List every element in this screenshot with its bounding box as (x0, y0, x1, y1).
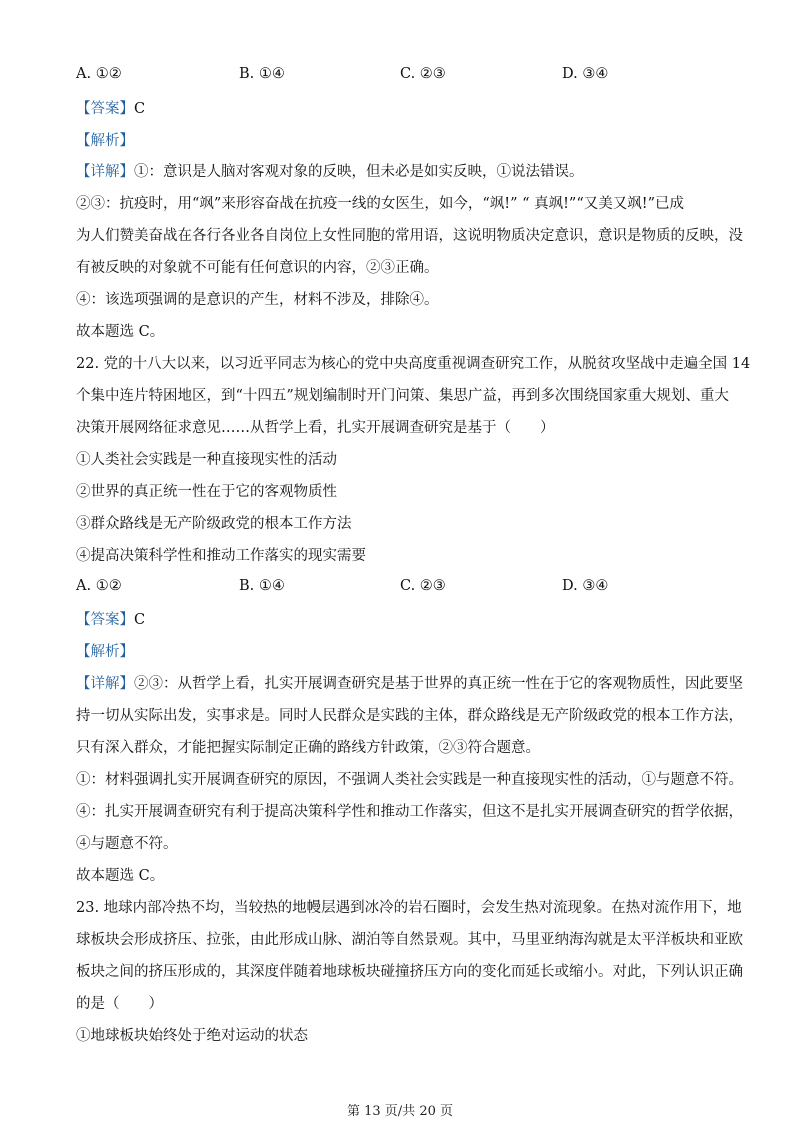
q21-detail-line: ②③：抗疫时，用“飒”来形容奋战在抗疫一线的女医生，如今，“飒!” “ 真飒!”“又美又飒!”已成 (76, 196, 684, 212)
q22-stem-line: 22. 党的十八大以来，以习近平同志为核心的党中央高度重视调查研究工作，从脱贫攻坚战中走遍全国 14 (76, 356, 751, 372)
q22-statement: ①人类社会实践是一种直接现实性的活动 (76, 452, 337, 468)
q22-option-d: D. ③④ (562, 578, 609, 594)
q21-detail-line: 【详解】①：意识是人脑对客观对象的反映，但未必是如实反映，①说法错误。 (76, 164, 584, 180)
q23-stem-line: 23. 地球内部冷热不均，当较热的地幔层遇到冰冷的岩石圈时，会发生热对流现象。在热对流作用下，地 (76, 900, 742, 916)
q22-detail-line: ④：扎实开展调查研究有利于提高决策科学性和推动工作落实，但这不是扎实开展调查研究的哲学依据， (76, 804, 743, 820)
q21-option-a: A. ①② (76, 66, 122, 82)
answer-label: 【答案】 (76, 101, 134, 117)
detail-label: 【详解】 (76, 676, 134, 692)
q22-analysis-label: 【解析】 (76, 644, 134, 660)
q22-conclusion: 故本题选 C。 (76, 868, 165, 884)
q21-option-c: C. ②③ (400, 66, 446, 82)
q21-answer (76, 99, 736, 119)
q22-option-b: B. ①④ (239, 578, 285, 594)
q23-statement: ①地球板块始终处于绝对运动的状态 (76, 1028, 308, 1044)
q21-options (76, 66, 736, 86)
q22-detail-line: ④与题意不符。 (76, 836, 178, 852)
answer-value: C (134, 612, 146, 628)
q22-statement: ④提高决策科学性和推动工作落实的现实需要 (76, 548, 366, 564)
q22-detail-line: 【详解】②③：从哲学上看，扎实开展调查研究是基于世界的真正统一性在于它的客观物质性，因此要坚 (76, 676, 743, 692)
q21-option-d: D. ③④ (562, 66, 609, 82)
page-footer: 第 13 页/共 20 页 (347, 1104, 453, 1119)
q22-options (76, 578, 736, 598)
q23-stem-line: 球板块会形成挤压、拉张，由此形成山脉、湖泊等自然景观。其中，马里亚纳海沟就是太平洋板块和亚欧 (76, 932, 743, 948)
q22-stem-line: 决策开展网络征求意见……从哲学上看，扎实开展调查研究是基于（ ） (76, 420, 555, 436)
detail-label: 【详解】 (76, 164, 134, 180)
q22-statement: ②世界的真正统一性在于它的客观物质性 (76, 484, 337, 500)
q23-stem-line: 板块之间的挤压形成的，其深度伴随着地球板块碰撞挤压方向的变化而延长或缩小。对此，下列认识正确 (76, 964, 743, 980)
q22-statement: ③群众路线是无产阶级政党的根本工作方法 (76, 516, 352, 532)
q22-answer (76, 610, 736, 630)
q22-option-c: C. ②③ (400, 578, 446, 594)
q22-detail-line: 只有深入群众，才能把握实际制定正确的路线方针政策，②③符合题意。 (76, 740, 540, 756)
q21-detail-line: 为人们赞美奋战在各行各业各自岗位上女性同胞的常用语，这说明物质决定意识，意识是物质的反映，没 (76, 228, 743, 244)
q22-option-a: A. ①② (76, 578, 122, 594)
q21-conclusion: 故本题选 C。 (76, 324, 165, 340)
q22-detail-line: 持一切从实际出发，实事求是。同时人民群众是实践的主体，群众路线是无产阶级政党的根本工作方法， (76, 708, 743, 724)
q21-analysis-label: 【解析】 (76, 133, 134, 149)
q21-detail-line: ④：该选项强调的是意识的产生，材料不涉及，排除④。 (76, 292, 439, 308)
q21-detail-line: 有被反映的对象就不可能有任何意识的内容，②③正确。 (76, 260, 439, 276)
answer-value: C (134, 101, 146, 117)
q23-stem-line: 的是（ ） (76, 996, 163, 1012)
q22-stem-line: 个集中连片特困地区，到“十四五”规划编制时开门问策、集思广益，再到多次围绕国家重大规划、重大 (76, 388, 729, 404)
answer-label: 【答案】 (76, 612, 134, 628)
q21-option-b: B. ①④ (239, 66, 285, 82)
q22-detail-line: ①：材料强调扎实开展调查研究的原因，不强调人类社会实践是一种直接现实性的活动，①与题意不符。 (76, 772, 743, 788)
